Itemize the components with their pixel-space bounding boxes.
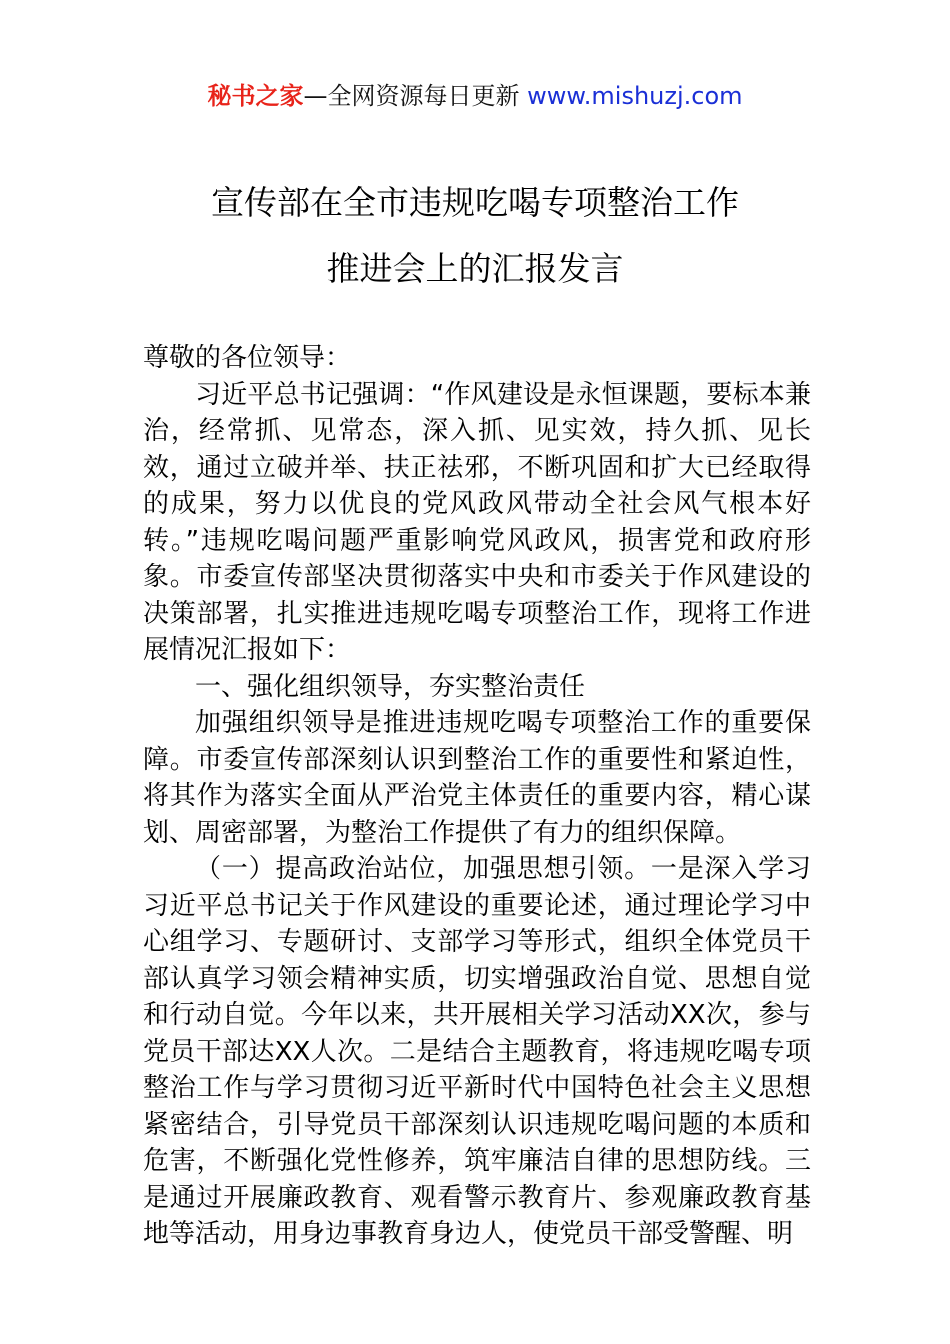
paragraph-section-1: 加强组织领导是推进违规吃喝专项整治工作的重要保障。市委宣传部深刻认识到整治工作的重要性和紧迫性，将其作为落实全面从严治党主体责任的重要内容，精心谋划、周密部署，为整治工作提供了有力的组织保障。 <box>143 708 811 848</box>
site-brand: 秘书之家 <box>207 82 304 110</box>
paragraph-intro: 习近平总书记强调：“作风建设是永恒课题，要标本兼治，经常抓、见常态，深入抓、见实效，持久抓、见长效，通过立破并举、扶正祛邪，不断巩固和扩大已经取得的成果，努力以优良的党风政风带动全社会风气根本好转。”违规吃喝问题严重影响党风政风，损害党和政府形象。市委宣传部坚决贯彻落实中央和市委关于作风建设的决策部署，扎实推进违规吃喝专项整治工作，现将工作进展情况汇报如下： <box>143 379 811 665</box>
document-title-line-1: 宣传部在全市违规吃喝专项整治工作 <box>211 183 739 222</box>
document-title-line-2: 推进会上的汇报发言 <box>326 249 624 288</box>
document-body <box>143 340 811 1253</box>
site-banner <box>0 80 950 112</box>
site-slogan: —全网资源每日更新 <box>303 82 520 110</box>
salutation: 尊敬的各位领导： <box>143 343 352 373</box>
site-url[interactable]: www.mishuzj.com <box>527 82 743 110</box>
section-heading-1: 一、强化组织领导，夯实整治责任 <box>195 671 586 702</box>
paragraph-subsection-1: （一）提高政治站位，加强思想引领。一是深入学习习近平总书记关于作风建设的重要论述，通过理论学习中心组学习、专题研讨、支部学习等形式，组织全体党员干部认真学习领会精神实质，切实增强政治自觉、思想自觉和行动自觉。今年以来，共开展相关学习活动XX次，参与党员干部达XX人次。二是结合主题教育，将违规吃喝专项整治工作与学习贯彻习近平新时代中国特色社会主义思想紧密结合，引导党员干部深刻认识违规吃喝问题的本质和危害，不断强化党性修养，筑牢廉洁自律的思想防线。三是通过开展廉政教育、观看警示教育片、参观廉政教育基地等活动，用身边事教育身边人，使党员干部受警醒、明 <box>143 854 811 1249</box>
